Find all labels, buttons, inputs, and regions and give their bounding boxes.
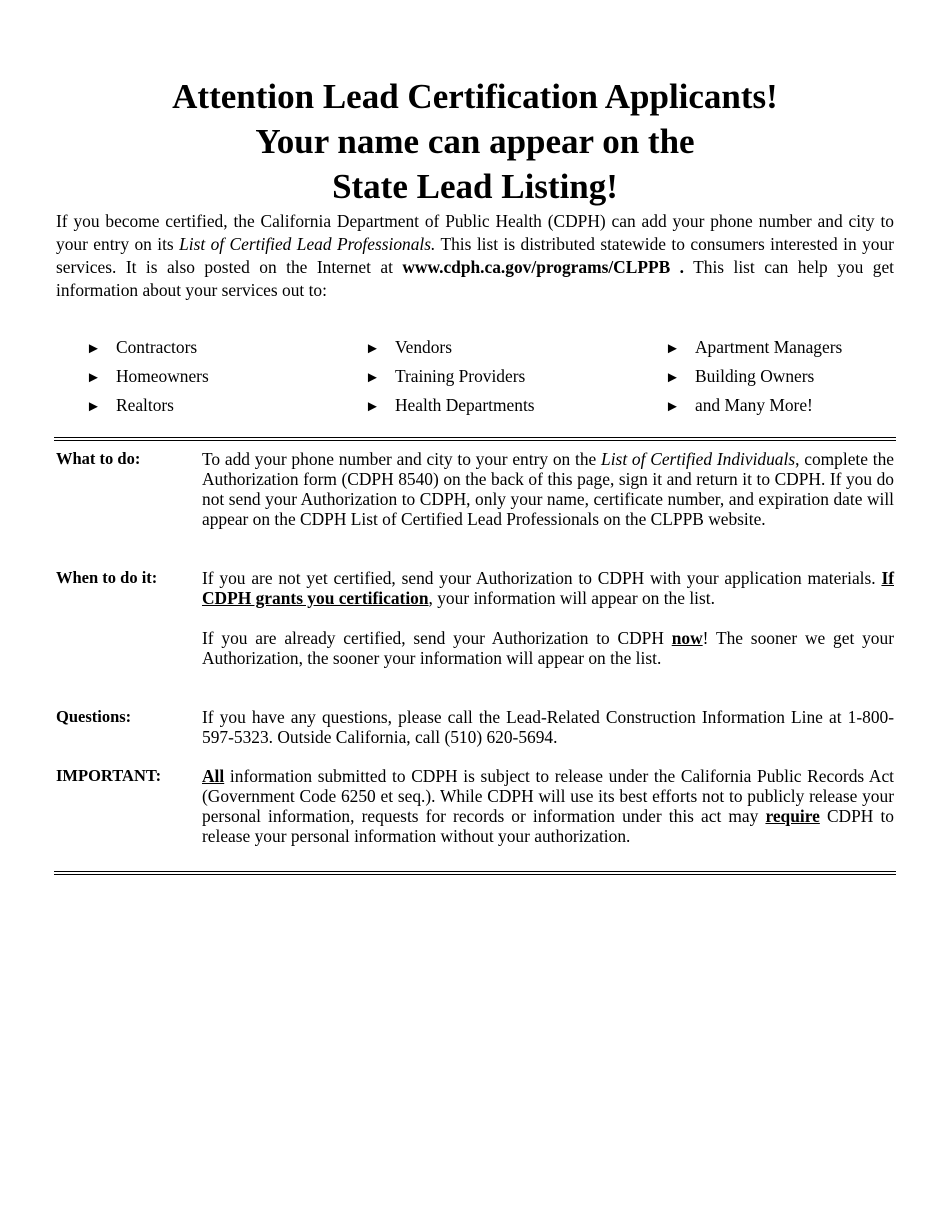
intro-text-2: This list is distributed statewide to consumers interested in your services. It is also posted on the Internet at (56, 234, 894, 277)
important-text (202, 766, 894, 846)
bullet-label: Contractors (116, 337, 198, 357)
bullet-label: Health Departments (395, 395, 535, 415)
arrow-bullet-icon: ► (665, 370, 680, 386)
when-paragraph-1 (202, 568, 894, 608)
bullet-item (665, 393, 842, 422)
intro-text-1: If you become certified, the California Department of Public Health (CDPH) can add your phone number and city to your entry on its (56, 211, 894, 254)
arrow-bullet-icon: ► (365, 399, 380, 415)
title-line-1: Attention Lead Certification Applicants! (172, 77, 778, 116)
important-text-4: CDPH to release your personal information without your authorization. (202, 806, 894, 846)
title-line-3: State Lead Listing! (332, 167, 618, 206)
arrow-bullet-icon: ► (86, 341, 101, 357)
when-text-2c: ! The sooner we get your Authorization, the sooner your information will appear on the list. (202, 628, 894, 668)
when-text-1c: , your information will appear on the list. (428, 588, 715, 608)
important-text-2: information submitted to CDPH is subject to release under the California Public Records Act (Government Code 6250 et seq.). While CDPH will use its best efforts not to publicly release your personal information, requests for records or information under this act may (202, 766, 894, 826)
top-double-rule (54, 437, 896, 441)
arrow-bullet-icon: ► (365, 370, 380, 386)
bullet-column-1 (86, 335, 209, 422)
arrow-bullet-icon: ► (665, 341, 680, 357)
intro-url: www.cdph.ca.gov/programs/CLPPB . (402, 257, 684, 277)
bullet-column-3 (665, 335, 842, 422)
bullet-item (365, 335, 535, 364)
bullet-column-2 (365, 335, 535, 422)
what-text-2: , complete the Authorization form (CDPH 8540) on the back of this page, sign it and return it to CDPH. If you do not send your Authorization to CDPH, only your name, certificate number, and expiration date will appear on the CDPH List of Certified Lead Professionals on the CLPPB website. (202, 449, 895, 529)
bullet-label: Realtors (116, 395, 174, 415)
bullet-label: Building Owners (695, 366, 815, 386)
important-emphasis-1: All (202, 766, 225, 786)
arrow-bullet-icon: ► (86, 370, 101, 386)
intro-list-name: List of Certified Lead Professionals. (179, 234, 436, 254)
intro-paragraph (56, 210, 894, 302)
bullet-item (365, 393, 535, 422)
important-label: IMPORTANT: (56, 766, 162, 785)
bullet-item (665, 335, 842, 364)
questions-text: If you have any questions, please call the Lead-Related Construction Information Line at 1-800-597-5323. Outside California, call (510) 620-5694. (202, 707, 894, 747)
when-emphasis-2: now (671, 628, 703, 648)
bullet-item (365, 364, 535, 393)
bullet-label: Vendors (395, 337, 452, 357)
when-to-do-it-label: When to do it: (56, 568, 158, 587)
bullet-label: and Many More! (695, 395, 813, 415)
bullet-item (86, 364, 209, 393)
arrow-bullet-icon: ► (86, 399, 101, 415)
intro-text-3: This list can help you get information about your services out to: (56, 257, 894, 300)
questions-label: Questions: (56, 707, 132, 726)
arrow-bullet-icon: ► (665, 399, 680, 415)
when-to-do-it-text (202, 568, 894, 668)
when-paragraph-2 (202, 628, 894, 668)
when-text-2a: If you are already certified, send your Authorization to CDPH (202, 628, 672, 648)
bullet-item (86, 335, 209, 364)
page-title (56, 74, 894, 209)
bullet-label: Training Providers (395, 366, 526, 386)
what-text-1: To add your phone number and city to your entry on the (202, 449, 602, 469)
what-to-do-label: What to do: (56, 449, 141, 468)
when-text-1a: If you are not yet certified, send your Authorization to CDPH with your application materials. (202, 568, 882, 588)
bullet-label: Apartment Managers (695, 337, 843, 357)
arrow-bullet-icon: ► (365, 341, 380, 357)
bullet-item (86, 393, 209, 422)
bullet-item (665, 364, 842, 393)
when-emphasis-1: If CDPH grants you certification (202, 568, 894, 608)
important-emphasis-2: require (765, 806, 820, 826)
what-list-name: List of Certified Individuals (601, 449, 796, 469)
bullet-label: Homeowners (116, 366, 209, 386)
title-line-2: Your name can appear on the (255, 122, 695, 161)
what-to-do-text (202, 449, 894, 529)
bottom-double-rule (54, 871, 896, 875)
